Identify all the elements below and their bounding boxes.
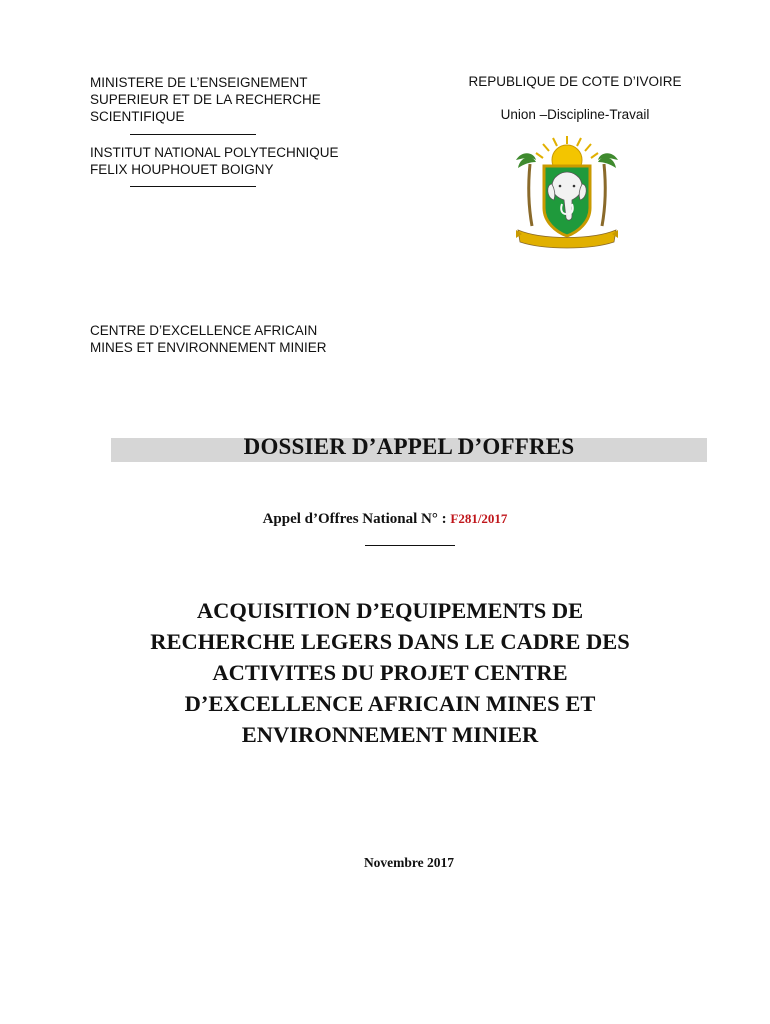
title-line: ACTIVITES DU PROJET CENTRE [212, 660, 568, 685]
ministry-line: MINISTERE DE L’ENSEIGNEMENT [90, 75, 308, 90]
centre-line: CENTRE D’EXCELLENCE AFRICAIN [90, 323, 318, 338]
institute-line: INSTITUT NATIONAL POLYTECHNIQUE [90, 145, 339, 160]
republic-name: REPUBLIQUE DE COTE D’IVOIRE [468, 74, 682, 89]
title-line: ACQUISITION D’EQUIPEMENTS DE [196, 598, 584, 623]
title-line: D’EXCELLENCE AFRICAIN MINES ET [184, 691, 596, 716]
institute-line: FELIX HOUPHOUET BOIGNY [90, 162, 274, 177]
institute-header [90, 144, 339, 178]
document-title [80, 595, 700, 750]
ministry-line: SUPERIEUR ET DE LA RECHERCHE [90, 92, 321, 107]
tender-label: Appel d’Offres National N° : [262, 511, 447, 527]
centre-line: MINES ET ENVIRONNEMENT MINIER [90, 340, 327, 355]
dossier-title: DOSSIER D’APPEL D’OFFRES [243, 434, 575, 459]
divider [130, 134, 256, 135]
document-date: Novembre 2017 [363, 855, 455, 870]
divider [365, 545, 455, 546]
title-line: ENVIRONNEMENT MINIER [241, 722, 539, 747]
centre-header [90, 322, 327, 356]
divider [130, 186, 256, 187]
national-motto: Union –Discipline-Travail [500, 107, 650, 122]
ministry-line: SCIENTIFIQUE [90, 109, 185, 124]
title-line: RECHERCHE LEGERS DANS LE CADRE DES [150, 629, 630, 654]
ministry-header [90, 74, 321, 125]
coat-of-arms-icon [502, 134, 632, 250]
tender-reference [0, 511, 770, 528]
republic-header [440, 74, 710, 122]
tender-number: F281/2017 [450, 511, 508, 526]
